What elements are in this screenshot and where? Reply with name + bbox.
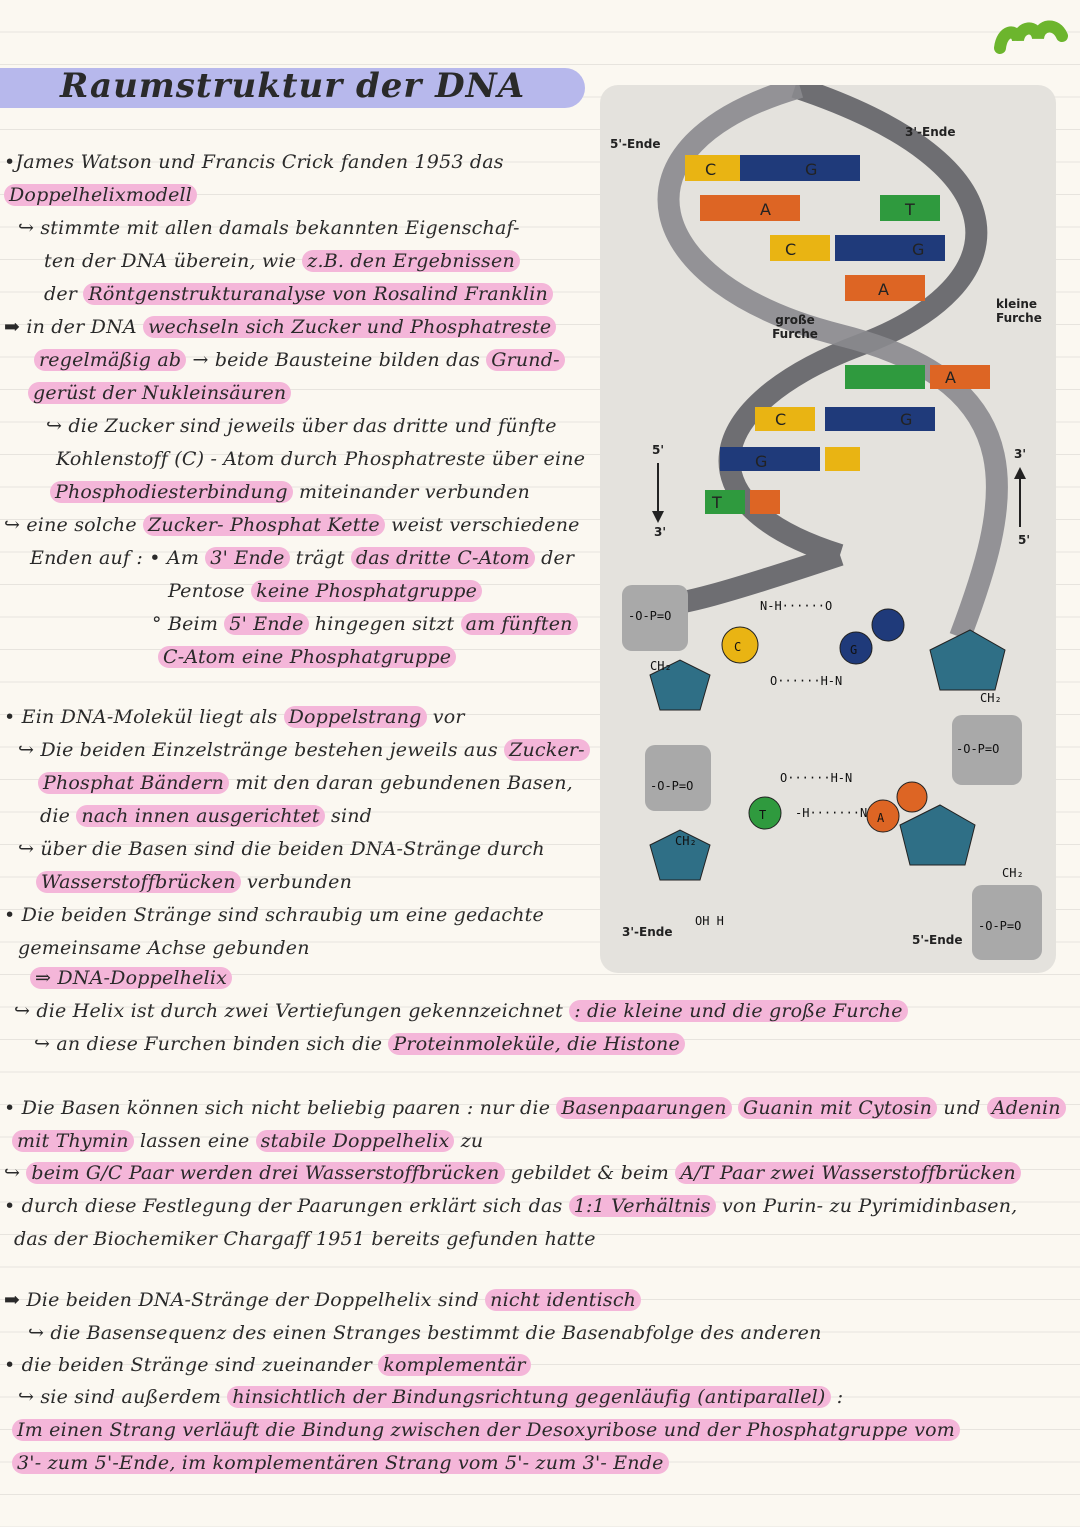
note-line: ↪ stimmte mit allen damals bekannten Eigenschaf-: [18, 217, 520, 239]
note-line: Phosphodiesterbindung miteinander verbunden: [50, 478, 530, 506]
svg-text:-O-P=O: -O-P=O: [650, 779, 694, 793]
svg-text:C: C: [734, 640, 742, 654]
svg-text:OH H: OH H: [695, 914, 724, 928]
highlight: Adenin: [987, 1097, 1066, 1119]
highlight: 3'- zum 5'-Ende, im komplementären Strang vom 5'- zum 3'- Ende: [12, 1452, 669, 1474]
note-line: Enden auf : • Am 3' Ende trägt das dritte C-Atom der: [30, 547, 575, 569]
highlight: Phosphat Bändern: [38, 772, 229, 794]
svg-text:-H·······N: -H·······N: [795, 806, 868, 820]
svg-text:A: A: [878, 280, 889, 299]
highlight: 5' Ende: [224, 613, 308, 635]
highlight: nicht identisch: [485, 1289, 641, 1311]
highlight: A/T Paar zwei Wasserstoffbrücken: [675, 1162, 1021, 1184]
note-line: die nach innen ausgerichtet sind: [40, 805, 373, 827]
svg-text:T: T: [759, 808, 767, 822]
nucleotide-structure: [622, 585, 1042, 960]
note-line: ↪ über die Basen sind die beiden DNA-Stränge durch: [18, 838, 545, 860]
dna-diagram-panel: [600, 85, 1056, 973]
svg-text:CH₂: CH₂: [650, 659, 672, 673]
note-line: Phosphat Bändern mit den daran gebundenen Basen,: [38, 769, 573, 797]
svg-text:CH₂: CH₂: [1002, 866, 1024, 880]
note-line: • durch diese Festlegung der Paarungen erklärt sich das 1:1 Verhältnis von Purin- zu Pyrimidinbasen,: [4, 1195, 1018, 1217]
highlight: keine Phosphatgruppe: [251, 580, 482, 602]
highlight: Doppelstrang: [284, 706, 427, 728]
note-line: ↪ die Helix ist durch zwei Vertiefungen gekennzeichnet : die kleine und die große Furche: [14, 997, 908, 1025]
note-line: ↪ die Zucker sind jeweils über das dritte und fünfte: [46, 415, 557, 437]
svg-text:CH₂: CH₂: [980, 691, 1002, 705]
svg-text:T: T: [905, 200, 915, 219]
svg-text:N-H······O: N-H······O: [760, 599, 833, 613]
page-title: Raumstruktur der DNA: [60, 66, 526, 106]
label-3-right: 3': [1014, 447, 1027, 461]
svg-text:G: G: [912, 240, 925, 259]
note-line: • Die Basen können sich nicht beliebig paaren : nur die Basenpaarungen Guanin mit Cytosin und Adenin: [4, 1094, 1066, 1122]
highlight: ⇒ DNA-Doppelhelix: [30, 967, 232, 989]
highlight: Zucker- Phosphat Kette: [143, 514, 385, 536]
svg-text:-O-P=O: -O-P=O: [956, 742, 1000, 756]
highlight: Doppelhelixmodell: [4, 184, 197, 206]
highlight: Röntgenstrukturanalyse von Rosalind Franklin: [83, 283, 553, 305]
svg-text:-O-P=O: -O-P=O: [628, 609, 672, 623]
highlight: 1:1 Verhältnis: [569, 1195, 716, 1217]
note-line: ten der DNA überein, wie z.B. den Ergebnissen: [44, 247, 520, 275]
note-line: •James Watson und Francis Crick fanden 1953 das: [4, 151, 504, 173]
note-line: mit Thymin lassen eine stabile Doppelhelix zu: [12, 1127, 483, 1155]
label-5-right: 5': [1018, 533, 1031, 547]
svg-text:O······H-N: O······H-N: [780, 771, 853, 785]
note-line: Pentose keine Phosphatgruppe: [168, 577, 482, 605]
label-3-end-bottom: 3'-Ende: [622, 925, 673, 939]
highlight: Basenpaarungen: [556, 1097, 731, 1119]
highlight: hinsichtlich der Bindungsrichtung gegenläufig (antiparallel): [227, 1386, 830, 1408]
note-line: [4, 181, 197, 209]
note-line: ↪ Die beiden Einzelstränge bestehen jeweils aus Zucker-: [18, 736, 590, 764]
svg-text:A: A: [877, 811, 885, 825]
svg-text:CH₂: CH₂: [675, 834, 697, 848]
highlight: beim G/C Paar werden drei Wasserstoffbrücken: [26, 1162, 504, 1184]
highlight: stabile Doppelhelix: [256, 1130, 455, 1152]
highlight: das dritte C-Atom: [351, 547, 535, 569]
note-line: gemeinsame Achse gebunden: [18, 937, 310, 959]
label-3-end-top: 3'-Ende: [905, 125, 956, 139]
highlight: Guanin mit Cytosin: [738, 1097, 937, 1119]
highlight: C-Atom eine Phosphatgruppe: [158, 646, 456, 668]
note-line: ↪ an diese Furchen binden sich die Proteinmoleküle, die Histone: [34, 1030, 685, 1058]
highlight: Phosphodiesterbindung: [50, 481, 293, 503]
svg-text:C: C: [785, 240, 797, 259]
highlight: : die kleine und die große Furche: [569, 1000, 907, 1022]
note-line: ↪ sie sind außerdem hinsichtlich der Bindungsrichtung gegenläufig (antiparallel) :: [18, 1386, 844, 1408]
highlight: 3' Ende: [205, 547, 289, 569]
svg-text:-O-P=O: -O-P=O: [978, 919, 1022, 933]
note-line: ↪ die Basensequenz des einen Stranges bestimmt die Basenabfolge des anderen: [28, 1322, 822, 1344]
highlight: gerüst der Nukleinsäuren: [28, 382, 291, 404]
svg-text:G: G: [850, 643, 858, 657]
svg-text:G: G: [805, 160, 818, 179]
highlight: wechseln sich Zucker und Phosphatreste: [143, 316, 556, 338]
svg-text:G: G: [755, 452, 768, 471]
note-line: [12, 1416, 960, 1444]
arrow-up-icon: [1014, 467, 1026, 527]
label-big-groove: große Furche: [772, 313, 818, 341]
note-line: das der Biochemiker Chargaff 1951 bereits gefunden hatte: [14, 1228, 596, 1250]
note-line: Kohlenstoff (C) - Atom durch Phosphatreste über eine: [56, 448, 586, 470]
label-small-groove: kleine Furche: [996, 297, 1042, 325]
note-line: ↪ beim G/C Paar werden drei Wasserstoffbrücken gebildet & beim A/T Paar zwei Wasserstoffbrücken: [4, 1159, 1021, 1187]
svg-text:G: G: [900, 410, 913, 429]
highlight: regelmäßig ab: [34, 349, 186, 371]
note-line: ➡ Die beiden DNA-Stränge der Doppelhelix sind nicht identisch: [4, 1286, 641, 1314]
note-line: [158, 643, 456, 671]
highlight: Proteinmoleküle, die Histone: [388, 1033, 685, 1055]
svg-text:O······H-N: O······H-N: [770, 674, 843, 688]
brand-logo-icon: [992, 6, 1072, 66]
note-line: der Röntgenstrukturanalyse von Rosalind Franklin: [44, 280, 553, 308]
highlight: komplementär: [378, 1354, 530, 1376]
note-line: • Ein DNA-Molekül liegt als Doppelstrang vor: [4, 706, 465, 728]
highlight: Wasserstoffbrücken: [36, 871, 241, 893]
label-5-left: 5': [652, 443, 665, 457]
note-line: [28, 379, 291, 407]
svg-text:T: T: [712, 493, 722, 512]
highlight: z.B. den Ergebnissen: [302, 250, 520, 272]
label-5-end-top: 5'-Ende: [610, 137, 661, 151]
highlight: Im einen Strang verläuft die Bindung zwischen der Desoxyribose und der Phosphatgruppe vom: [12, 1419, 960, 1441]
highlight: Zucker-: [504, 739, 590, 761]
note-line: ↪ eine solche Zucker- Phosphat Kette weist verschiedene: [4, 514, 580, 536]
note-line: ° Beim 5' Ende hingegen sitzt am fünften: [152, 610, 578, 638]
svg-text:C: C: [705, 160, 717, 179]
svg-text:A: A: [760, 200, 771, 219]
highlight: mit Thymin: [12, 1130, 134, 1152]
label-3-left: 3': [654, 525, 667, 539]
svg-text:A: A: [945, 368, 956, 387]
highlight: am fünften: [461, 613, 578, 635]
svg-text:C: C: [775, 410, 787, 429]
note-line: [30, 964, 232, 992]
dna-double-helix-diagram: [600, 85, 1056, 973]
note-line: • die beiden Stränge sind zueinander komplementär: [4, 1351, 531, 1379]
note-line: regelmäßig ab → beide Bausteine bilden das Grund-: [34, 346, 565, 374]
note-line: [12, 1449, 669, 1477]
label-5-end-bottom: 5'-Ende: [912, 933, 963, 947]
arrow-down-icon: [652, 463, 664, 523]
highlight: nach innen ausgerichtet: [76, 805, 324, 827]
note-line: ➡ in der DNA wechseln sich Zucker und Phosphatreste: [4, 313, 556, 341]
note-line: Wasserstoffbrücken verbunden: [36, 868, 352, 896]
note-line: • Die beiden Stränge sind schraubig um eine gedachte: [4, 904, 544, 926]
highlight: Grund-: [486, 349, 565, 371]
